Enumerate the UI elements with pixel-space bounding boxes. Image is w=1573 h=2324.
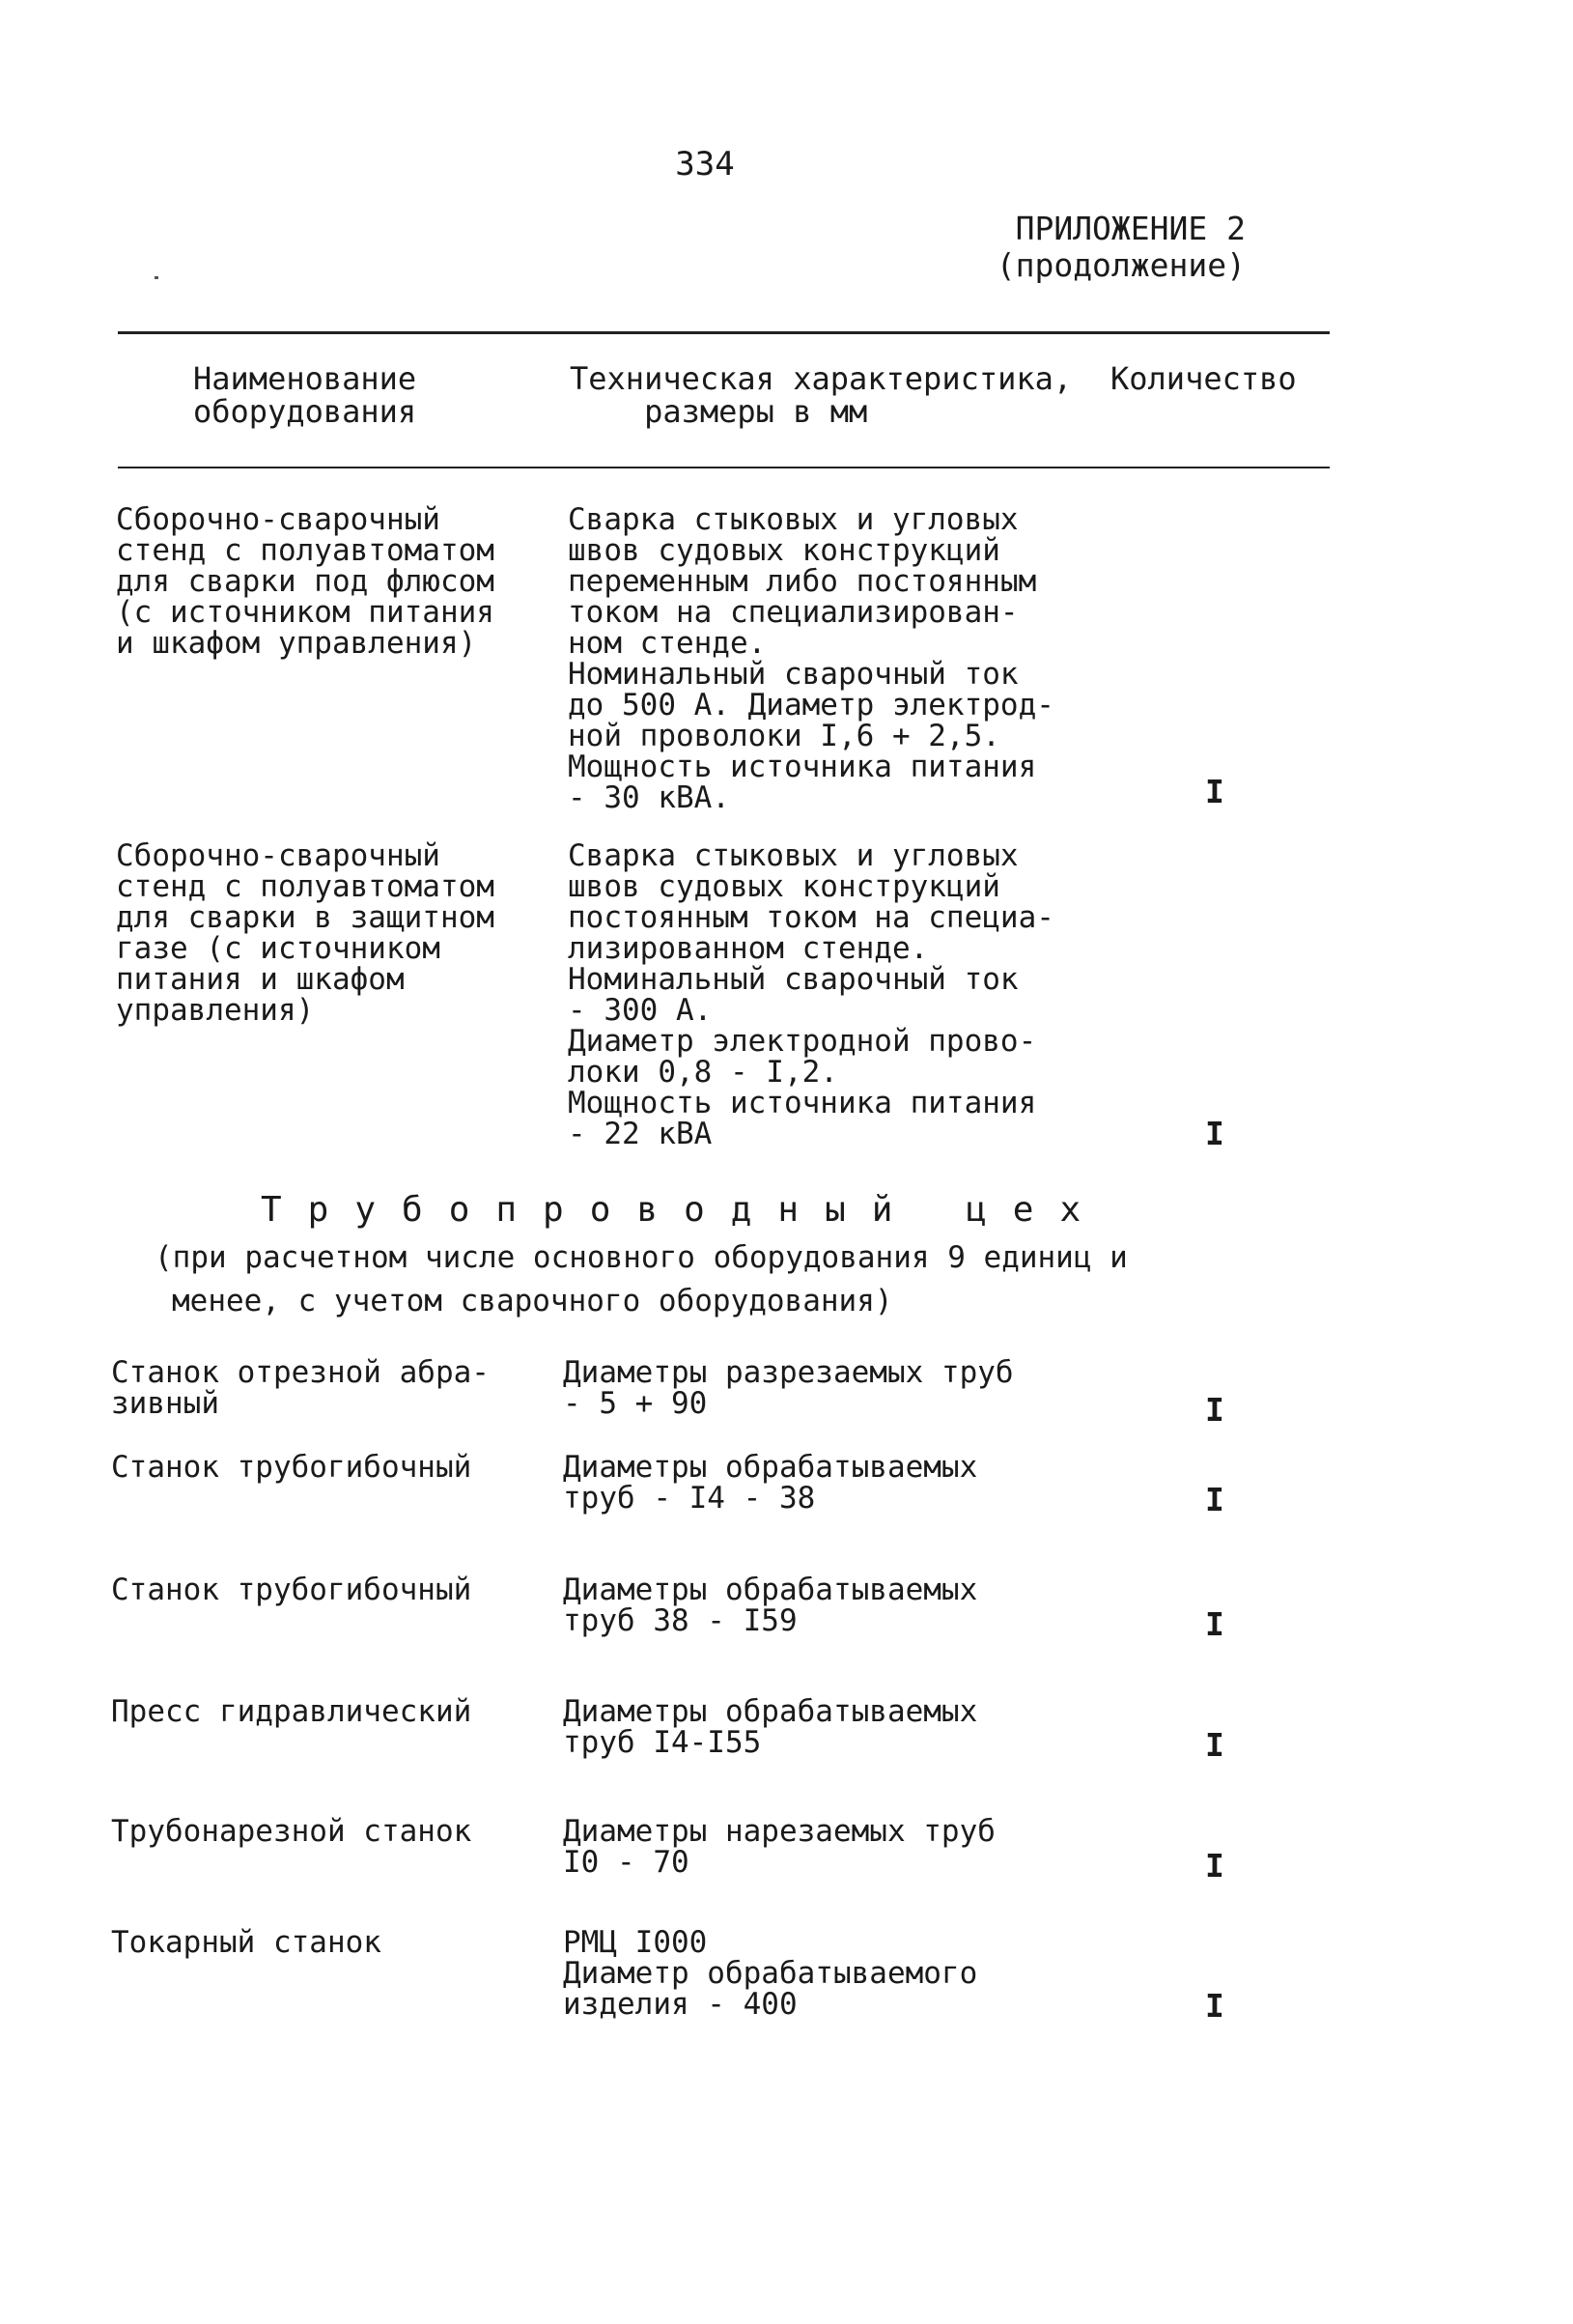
row7-spec: Диаметры нарезаемых труб I0 - 70 [563,1814,996,1880]
header-col-spec: Техническая характеристика, размеры в мм [570,360,1073,430]
appendix-heading [975,211,1246,284]
row3-qty: I [1205,1391,1224,1429]
header-bottom-rule [118,467,1330,468]
row7-qty: I [1205,1847,1224,1885]
row4-qty: I [1205,1481,1224,1518]
row6-qty: I [1205,1726,1224,1764]
section-subtitle-line1: (при расчетном числе основного оборудования 9 единиц и [154,1240,1128,1275]
row3-name: Станок отрезной абра- зивный [111,1355,490,1421]
header-col-qty: Количество [1110,360,1297,397]
page-number: 334 [675,145,735,184]
section-title: Трубопроводный цех [261,1190,1108,1230]
appendix-subtitle: (продолжение) [996,246,1246,284]
row1-name: Сборочно-сварочный стенд с полуавтоматом для сварки под флюсом (с источником питания и шкафом управления) [116,502,494,661]
row3-spec: Диаметры разрезаемых труб - 5 + 90 [563,1355,1014,1421]
row6-spec: Диаметры обрабатываемых труб I4-I55 [563,1694,978,1760]
row1-spec: Сварка стыковых и угловых швов судовых конструкций переменным либо постоянным током на специализирован- ном стенде. Номинальный сварочный ток до 500 А. Диаметр электрод- ной проволоки I,6 + 2,5. Мощность источника питания - 30 кВА. [568,502,1054,815]
row5-qty: I [1205,1605,1224,1643]
row1-qty: I [1205,773,1224,810]
section-subtitle-line2: менее, с учетом сварочного оборудования) [172,1284,893,1318]
row6-name: Пресс гидравлический [111,1694,472,1729]
row4-spec: Диаметры обрабатываемых труб - I4 - 38 [563,1450,978,1516]
stray-mark [154,276,158,279]
row8-spec: РМЦ I000 Диаметр обрабатываемого изделия - 400 [563,1925,978,2022]
row2-name: Сборочно-сварочный стенд с полуавтоматом для сварки в защитном газе (с источником питания и шкафом управления) [116,838,494,1028]
header-col-name: Наименование оборудования [193,360,417,430]
appendix-title: ПРИЛОЖЕНИЕ 2 [1015,210,1246,247]
row5-name: Станок трубогибочный [111,1573,472,1607]
row8-qty: I [1205,1987,1224,2025]
row8-name: Токарный станок [111,1925,381,1960]
row2-spec: Сварка стыковых и угловых швов судовых конструкций постоянным током на специа- лизированном стенде. Номинальный сварочный ток - 300 А. Диаметр электродной прово- локи 0,8 - I,2. Мощность источника питания - 22 кВА [568,838,1054,1151]
row5-spec: Диаметры обрабатываемых труб 38 - I59 [563,1573,978,1638]
row2-qty: I [1205,1115,1224,1152]
row4-name: Станок трубогибочный [111,1450,472,1485]
row7-name: Трубонарезной станок [111,1814,472,1849]
table-top-rule [118,331,1330,334]
